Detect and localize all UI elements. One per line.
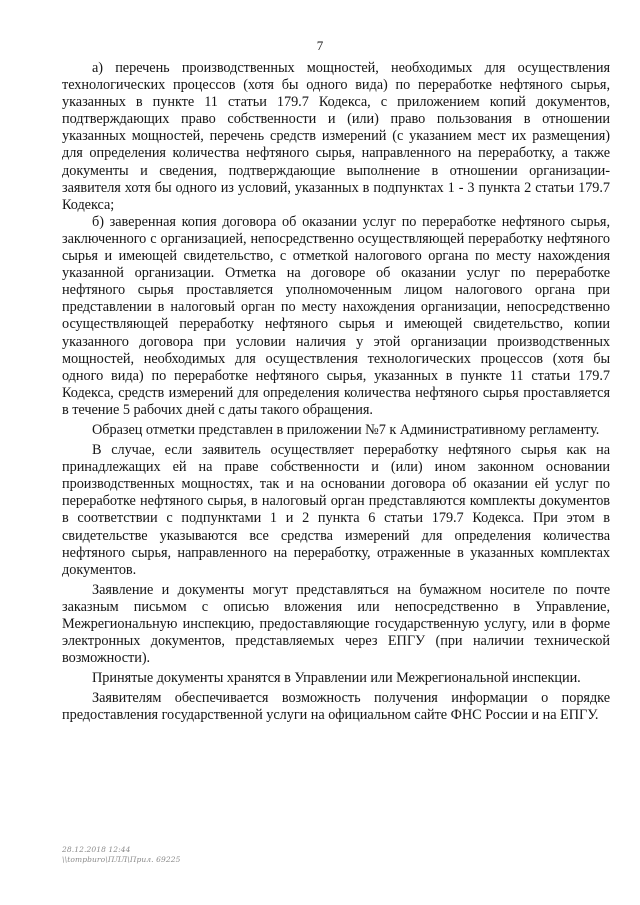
paragraph-storage: Принятые документы хранятся в Управлении или Межрегиональной инспекции.: [92, 670, 581, 687]
paragraph-submission: Заявление и документы могут представляться на бумажном носителе по почте заказным письмом с описью вложения или непосредственно в Управление, Межрегиональную инспекцию, предоставляющие государственную услугу, или в форме электронных документов, представляемых через ЕПГУ (при наличии технической возможности).: [62, 581, 610, 667]
print-timestamp: 28.12.2018 12:44: [62, 845, 131, 854]
file-path: \\tompburo\ПЛЛ\Прил. 69225: [62, 855, 181, 864]
paragraph-b: б) заверенная копия договора об оказании услуг по переработке нефтяного сырья, заключенного с организацией, непосредственно осуществляющей переработку нефтяного сырья и имеющей свидетельство, с отметкой налогового органа по месту нахождения указанной организации. Отметка на договоре об оказании услуг по переработке нефтяного сырья проставляется уполномоченным лицом налогового органа при представлении в налоговый орган по месту нахождения организации, непосредственно осуществляющей переработку нефтяного сырья и имеющей свидетельство, копии указанного договора при условии наличия у этой организации производственных мощностей, необходимых для осуществления технологических процессов (хотя бы одного вида) по переработке нефтяного сырья, указанных в пункте 11 статьи 179.7 Кодекса, средств измерений для определения количества нефтяного сырья проставляется в течение 5 рабочих дней с даты такого обращения.: [62, 213, 610, 418]
print-stamp: [62, 845, 181, 865]
page-number: 7: [316, 38, 324, 53]
document-body: [62, 60, 610, 725]
paragraph-sample-mark: Образец отметки представлен в приложении №7 к Административному регламенту.: [92, 421, 600, 438]
paragraph-own-and-contract: В случае, если заявитель осуществляет переработку нефтяного сырья как на принадлежащих ей на праве собственности и (или) ином законном основании производственных мощностях, так и на основании договора об оказании ей услуг по переработке нефтяного сырья, в налоговый орган представляются комплекты документов в соответствии с подпунктами 1 и 2 пункта 6 статьи 179.7 Кодекса. При этом в свидетельстве указываются все средства измерений для определения количества нефтяного сырья, направленного на переработку, отраженные в указанных комплектах документов.: [62, 442, 610, 578]
paragraph-a: а) перечень производственных мощностей, необходимых для осуществления технологических процессов (хотя бы одного вида) по переработке нефтяного сырья, указанных в пункте 11 статьи 179.7 Кодекса, с приложением копий документов, подтверждающих право собственности и (или) право пользования в отношении указанных мощностей, перечень средств измерений (с указанием мест их размещения) для определения количества нефтяного сырья, направленного на переработку, а также документы и сведения, подтверждающие выполнение в отношении организации-заявителя хотя бы одного из условий, указанных в подпунктах 1 - 3 пункта 2 статьи 179.7 Кодекса;: [62, 60, 610, 213]
paragraph-information: Заявителям обеспечивается возможность получения информации о порядке предоставления государственной услуги на официальном сайте ФНС России и на ЕПГУ.: [62, 690, 610, 724]
